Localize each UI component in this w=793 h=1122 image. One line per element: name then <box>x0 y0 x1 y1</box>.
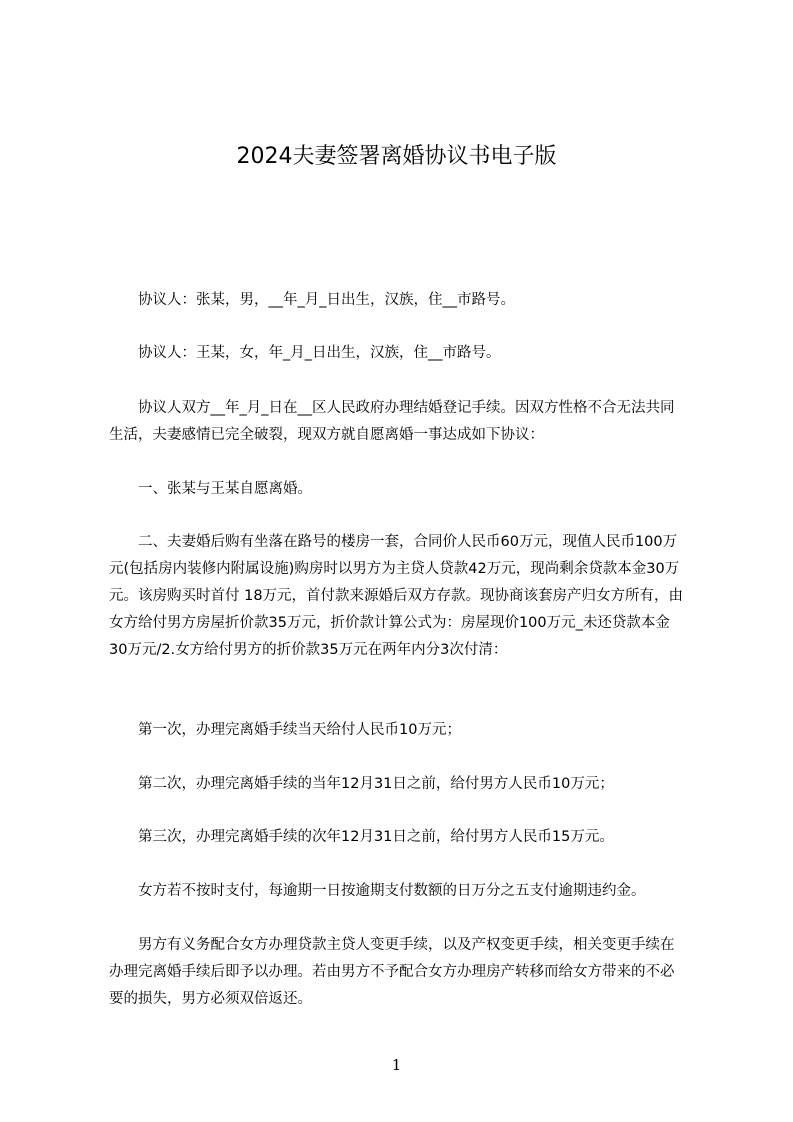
payment-2-paragraph: 第二次，办理完离婚手续的当年12月31日之前，给付男方人民币10万元； <box>138 776 614 792</box>
payment-3-paragraph: 第三次，办理完离婚手续的次年12月31日之前，给付男方人民币15万元。 <box>138 829 614 845</box>
penalty-paragraph: 女方若不按时支付，每逾期一日按逾期支付数额的日万分之五支付逾期违约金。 <box>138 883 646 899</box>
payment-1-paragraph: 第一次，办理完离婚手续当天给付人民币10万元； <box>138 722 461 738</box>
clause-1-paragraph: 一、张某与王某自愿离婚。 <box>138 481 312 497</box>
clause-2-paragraph: 二、夫妻婚后购有坐落在路号的楼房一套，合同价人民币60万元，现值人民币100万元(包括房内装修内附属设施)购房时以男方为主贷人贷款42万元，现尚剩余贷款本金30万元。该房购买时首付 18万元，首付款来源婚后双方存款。现协商该套房产归女方所有，由女方给付男方房屋折价款35万元，折价款计算公式为：房屋现价100万元_未还贷款本金30万元/2.女方给付男方的折价款35万元在两年内分3次付清： <box>109 534 684 658</box>
document-title: 2024夫妻签署离婚协议书电子版 <box>236 144 557 169</box>
party-wang-paragraph: 协议人：王某，女，年_月_日出生，汉族，住__市路号。 <box>138 345 501 361</box>
page-number: 1 <box>391 1056 402 1074</box>
transfer-paragraph: 男方有义务配合女方办理贷款主贷人变更手续，以及产权变更手续，相关变更手续在办理完离婚手续后即予以办理。若由男方不予配合女方办理房产转移而给女方带来的不必要的损失，男方必须双倍返还。 <box>109 937 675 1007</box>
preamble-paragraph: 协议人双方__年_月_日在__区人民政府办理结婚登记手续。因双方性格不合无法共同生活，夫妻感情已完全破裂，现双方就自愿离婚一事达成如下协议： <box>109 400 675 443</box>
party-zhang-paragraph: 协议人：张某，男，__年_月_日出生，汉族，住__市路号。 <box>138 292 515 308</box>
